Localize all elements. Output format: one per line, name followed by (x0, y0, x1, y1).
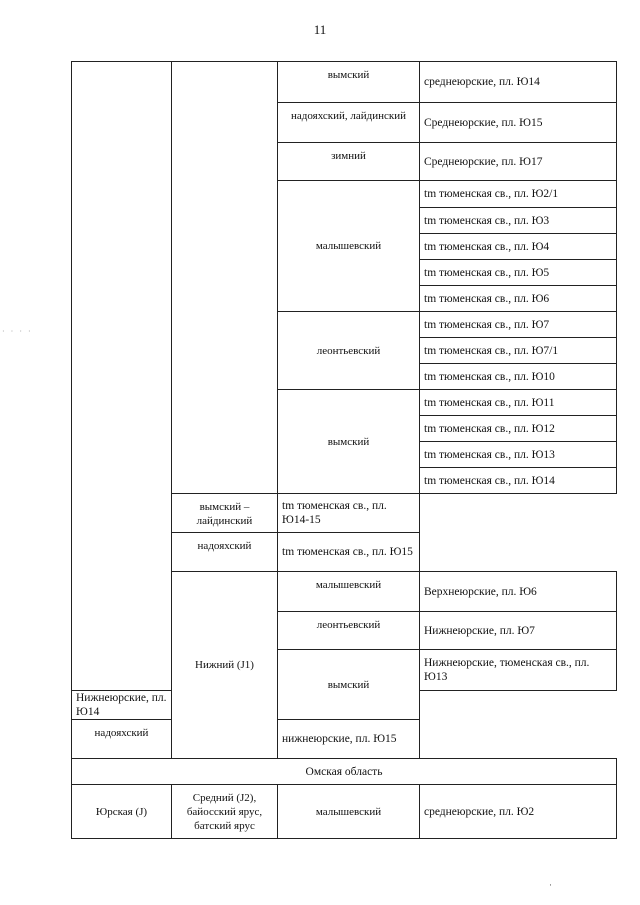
object-cell: tm тюменская св., пл. Ю7 (420, 312, 617, 338)
object-cell: Верхнеюрские, пл. Ю6 (420, 572, 617, 612)
object-cell: tm тюменская св., пл. Ю12 (420, 416, 617, 442)
horizon-cell: леонтьевский (278, 312, 420, 390)
horizon-cell: надояхский, лайдинский (278, 103, 420, 143)
horizon-cell: малышевский (278, 181, 420, 312)
horizon-cell: надояхский (172, 533, 278, 572)
object-cell: tm тюменская св., пл. Ю6 (420, 286, 617, 312)
object-cell: среднеюрские, пл. Ю2 (420, 785, 617, 839)
object-cell: среднеюрские, пл. Ю14 (420, 62, 617, 103)
horizon-cell: леонтьевский (278, 612, 420, 650)
horizon-cell: малышевский (278, 785, 420, 839)
object-cell: tm тюменская св., пл. Ю7/1 (420, 338, 617, 364)
object-cell: tm тюменская св., пл. Ю13 (420, 442, 617, 468)
page-number: 11 (313, 22, 327, 37)
object-cell: tm тюменская св., пл. Ю10 (420, 364, 617, 390)
horizon-cell: малышевский (278, 572, 420, 612)
object-cell: tm тюменская св., пл. Ю11 (420, 390, 617, 416)
object-cell: Нижнеюрские, пл. Ю14 (72, 691, 172, 720)
edge-mark: · · · · (2, 327, 33, 336)
object-cell: tm тюменская св., пл. Ю2/1 (420, 181, 617, 208)
object-cell: Среднеюрские, пл. Ю15 (420, 103, 617, 143)
object-cell: Среднеюрские, пл. Ю17 (420, 143, 617, 181)
division-cell: Средний (J2), байосский ярус, батский ярус (172, 785, 278, 839)
object-cell: Нижнеюрские, тюменская св., пл. Ю13 (420, 650, 617, 691)
object-cell: Нижнеюрские, пл. Ю7 (420, 612, 617, 650)
object-cell: нижнеюрские, пл. Ю15 (278, 720, 420, 759)
horizon-cell: надояхский (72, 720, 172, 759)
object-cell: tm тюменская св., пл. Ю14-15 (278, 494, 420, 533)
object-cell: tm тюменская св., пл. Ю15 (278, 533, 420, 572)
object-cell: tm тюменская св., пл. Ю3 (420, 208, 617, 234)
stratigraphy-table (71, 61, 616, 839)
horizon-cell: вымский (278, 650, 420, 720)
region-title: Омская область (72, 759, 617, 785)
corner-mark: · (549, 880, 552, 890)
system-cell-empty (72, 62, 172, 691)
division-cell-empty (172, 62, 278, 494)
horizon-cell: вымский (278, 390, 420, 494)
object-cell: tm тюменская св., пл. Ю5 (420, 260, 617, 286)
horizon-cell: вымский – лайдинский (172, 494, 278, 533)
object-cell: tm тюменская св., пл. Ю14 (420, 468, 617, 494)
horizon-cell: зимний (278, 143, 420, 181)
horizon-cell: вымский (278, 62, 420, 103)
division-cell: Нижний (J1) (172, 572, 278, 759)
system-cell: Юрская (J) (72, 785, 172, 839)
object-cell: tm тюменская св., пл. Ю4 (420, 234, 617, 260)
